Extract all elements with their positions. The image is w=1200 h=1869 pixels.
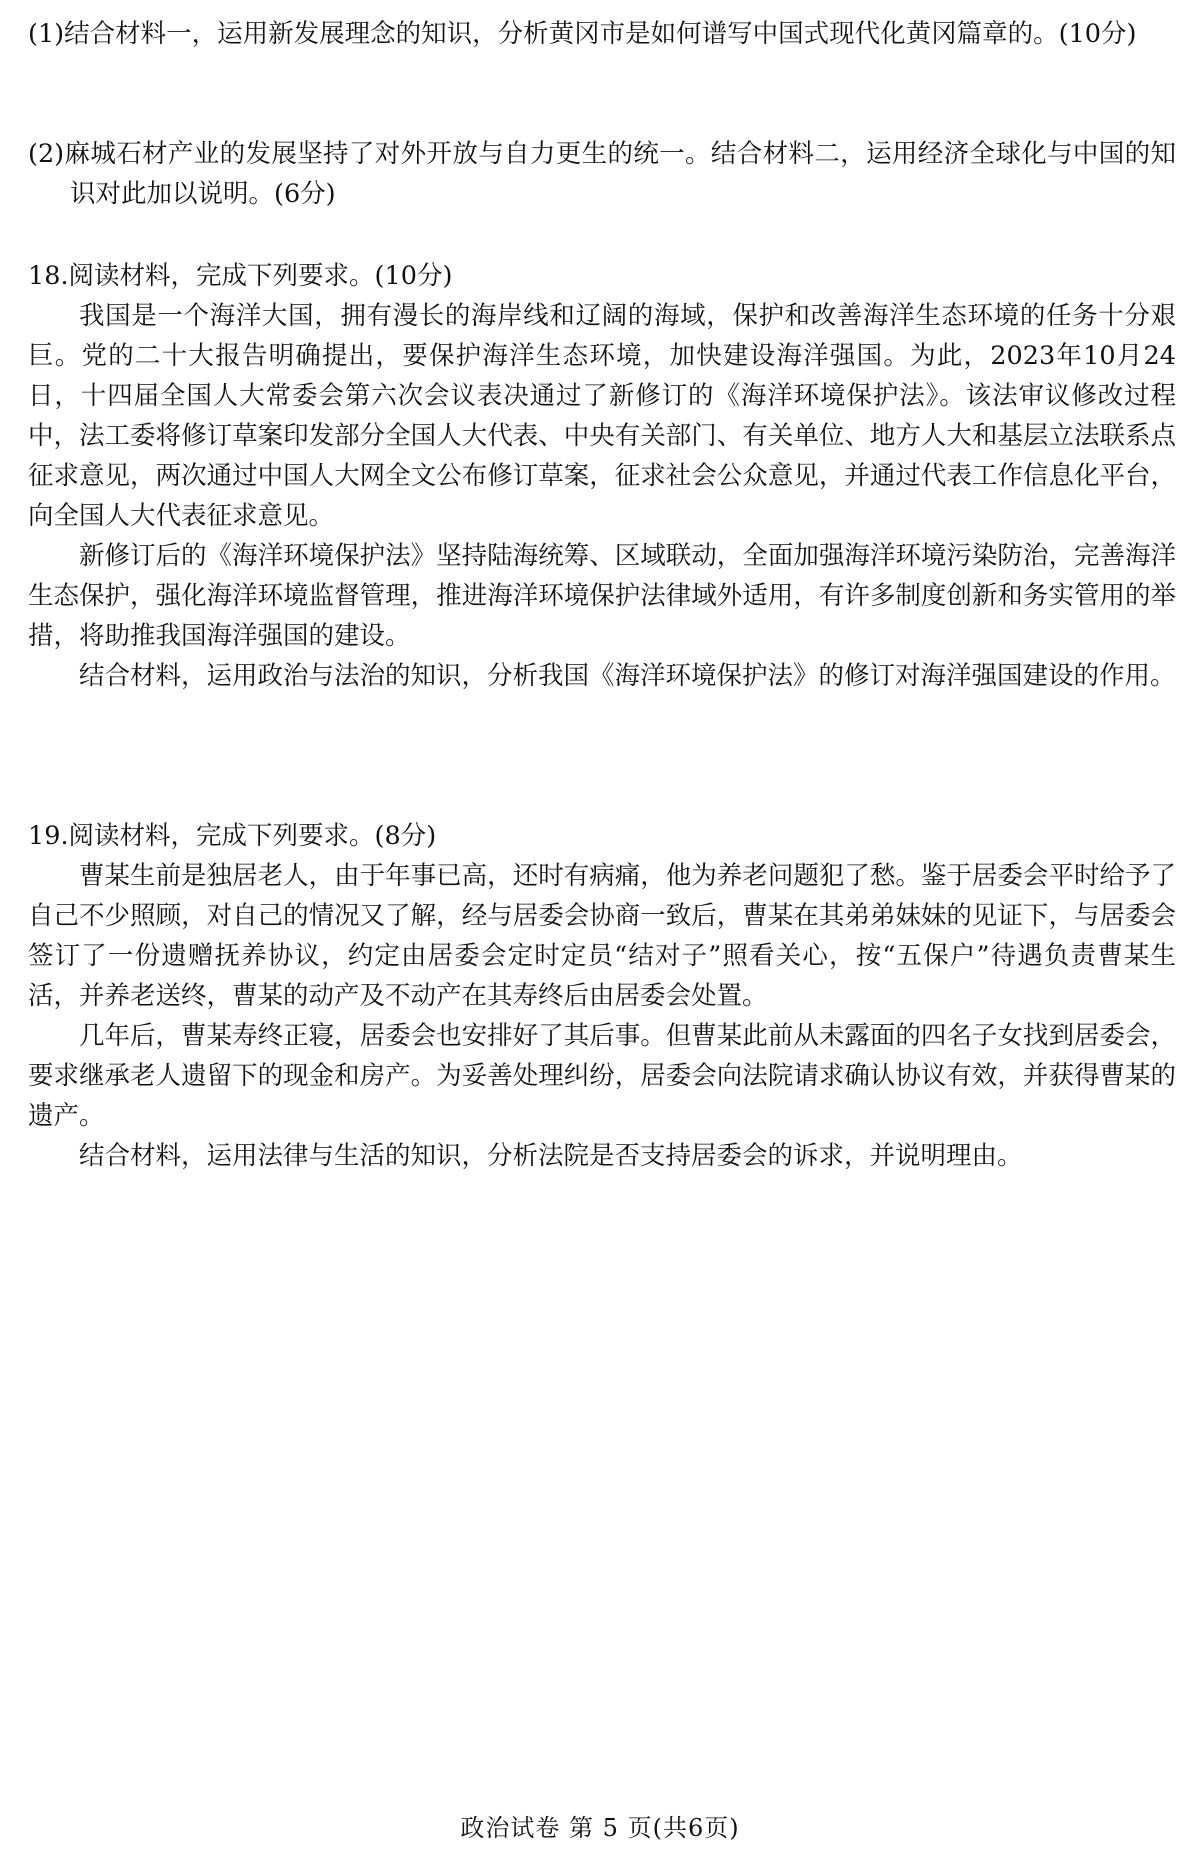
question-18-title: 18.阅读材料，完成下列要求。(10分) (28, 261, 453, 291)
question-17-sub-2-block (28, 134, 1176, 214)
question-18 (28, 256, 1176, 696)
question-18-material-paragraph-2: 新修订后的《海洋环境保护法》坚持陆海统筹、区域联动，全面加强海洋环境污染防治，完善海洋生态保护，强化海洋环境监督管理，推进海洋环境保护法律域外适用，有许多制度创新和务实管用的举措，将助推我国海洋强国的建设。 (28, 541, 1176, 651)
question-18-material-paragraph-1: 我国是一个海洋大国，拥有漫长的海岸线和辽阔的海域，保护和改善海洋生态环境的任务十分艰巨。党的二十大报告明确提出，要保护海洋生态环境，加快建设海洋强国。为此，2023年10月24日，十四届全国人大常委会第六次会议表决通过了新修订的《海洋环境保护法》。该法审议修改过程中，法工委将修订草案印发部分全国人大代表、中央有关部门、有关单位、地方人大和基层立法联系点征求意见，两次通过中国人大网全文公布修订草案，征求社会公众意见，并通过代表工作信息化平台，向全国人大代表征求意见。 (28, 301, 1176, 531)
question-19 (28, 816, 1176, 1176)
question-19-material-paragraph-2: 几年后，曹某寿终正寝，居委会也安排好了其后事。但曹某此前从未露面的四名子女找到居委会，要求继承老人遗留下的现金和房产。为妥善处理纠纷，居委会向法院请求确认协议有效，并获得曹某的遗产。 (28, 1021, 1176, 1131)
question-18-prompt: 结合材料，运用政治与法治的知识，分析我国《海洋环境保护法》的修订对海洋强国建设的作用。 (79, 661, 1176, 691)
question-19-material-paragraph-1: 曹某生前是独居老人，由于年事已高，还时有病痛，他为养老问题犯了愁。鉴于居委会平时给予了自己不少照顾，对自己的情况又了解，经与居委会协商一致后，曹某在其弟弟妹妹的见证下，与居委会签订了一份遗赠抚养协议，约定由居委会定时定员“结对子”照看关心，按“五保户”待遇负责曹某生活，并养老送终，曹某的动产及不动产在其寿终后由居委会处置。 (28, 861, 1176, 1011)
question-17-sub-1: (1)结合材料一，运用新发展理念的知识，分析黄冈市是如何谱写中国式现代化黄冈篇章的。(10分) (28, 19, 1137, 49)
question-19-prompt: 结合材料，运用法律与生活的知识，分析法院是否支持居委会的诉求，并说明理由。 (79, 1141, 1023, 1171)
page-footer: 政治试卷 第 5 页(共6页) (460, 1814, 740, 1842)
question-17-sub-2: (2)麻城石材产业的发展坚持了对外开放与自力更生的统一。结合材料二，运用经济全球化与中国的知识对此加以说明。(6分) (28, 139, 1176, 209)
question-19-title: 19.阅读材料，完成下列要求。(8分) (28, 821, 437, 851)
question-17-continued (28, 14, 1176, 54)
